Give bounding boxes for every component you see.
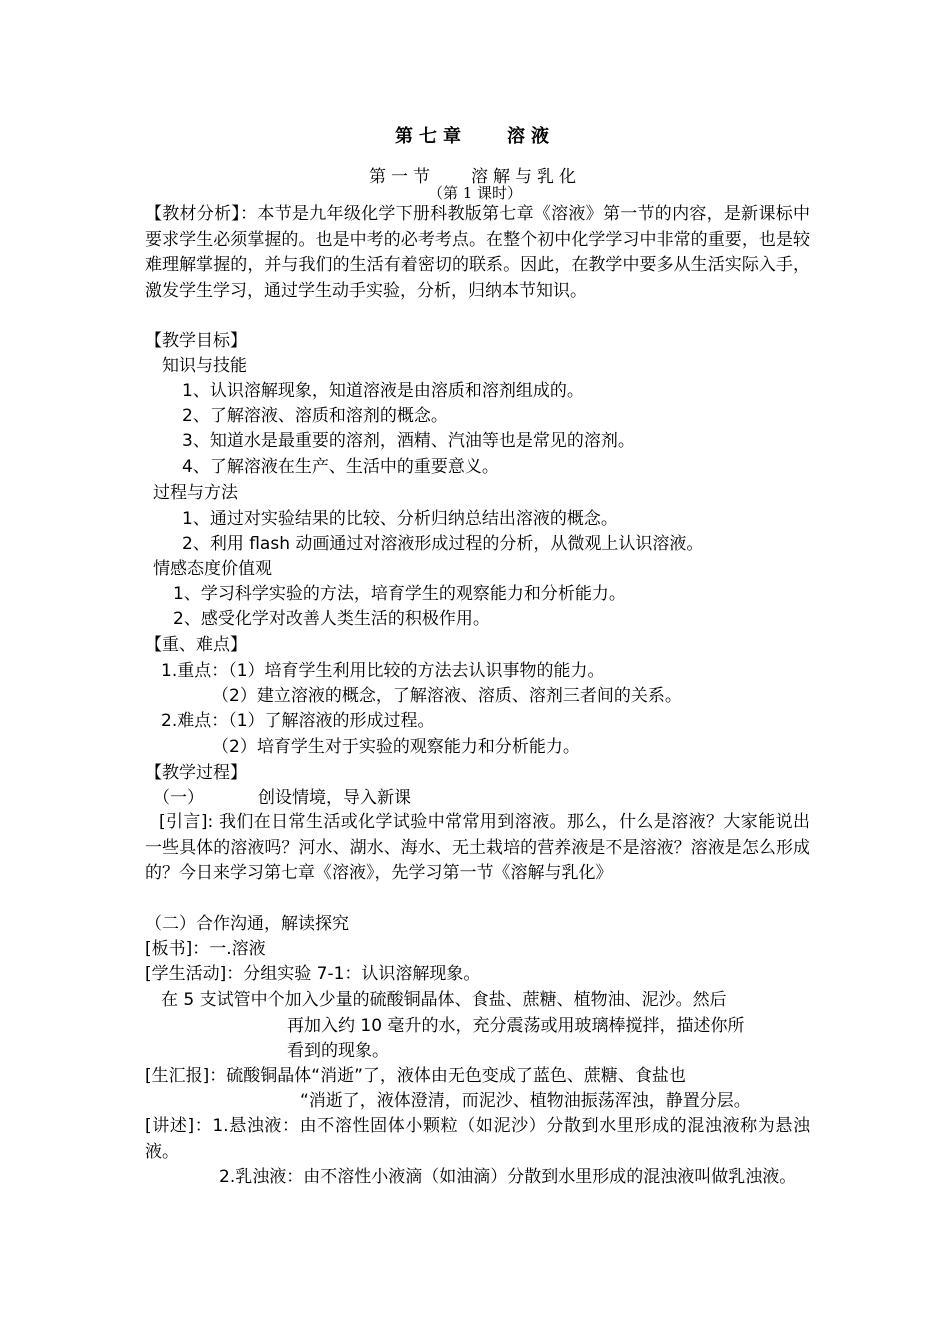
step2-title: （二）合作沟通，解读探究 (145, 914, 349, 934)
material-analysis: 【教材分析】：本节是九年级化学下册科教版第七章《溶液》第一节的内容，是新课标中要求学生必须掌握的。也是中考的必考考点。在整个初中化学学习中非常的重要，也是较难理解掌握的，并与我们的生活有着密切的联系。因此，在教学中要多从生活实际入手，激发学生学习，通过学生动手实验，分析，归纳本节知识。 (145, 204, 810, 301)
chapter-number: 第七章 (395, 126, 467, 147)
emotion-item: 1、学习科学实验的方法，培育学生的观察能力和分析能力。 (173, 584, 626, 604)
process-method-item: 1、通过对实验结果的比较、分析归纳总结出溶液的概念。 (182, 509, 618, 529)
lecture-emulsion: 2.乳浊液：由不溶性小液滴（如油滴）分散到水里形成的混浊液叫做乳浊液。 (219, 1167, 797, 1187)
chapter-title (0, 122, 950, 148)
student-report: [生汇报]：硫酸铜晶体“消逝”了，液体由无色变成了蓝色、蔗糖、食盐也 (145, 1066, 686, 1086)
focus-point: （2）建立溶液的概念，了解溶液、溶质、溶剂三者间的关系。 (212, 686, 682, 706)
intro-paragraph: [引言]: 我们在日常生活或化学试验中常常用到溶液。那么，什么是溶液？大家能说出一些具体的溶液吗？河水、湖水、海水、无土栽培的营养液是不是溶液？溶液是怎么形成的？今日来学习第七章《溶液》，先学习第一节《溶解与乳化》 (145, 812, 810, 883)
knowledge-heading: 知识与技能 (162, 356, 247, 376)
knowledge-item: 2、了解溶液、溶质和溶剂的概念。 (182, 406, 448, 426)
teaching-process-heading: 【教学过程】 (145, 763, 247, 783)
chapter-topic: 溶液 (507, 126, 555, 147)
knowledge-item: 1、认识溶解现象，知道溶液是由溶质和溶剂组成的。 (182, 381, 584, 401)
experiment-text: 再加入约 10 毫升的水，充分震荡或用玻璃棒搅拌，描述你所 (287, 1016, 745, 1036)
step1-number: （一） (153, 788, 204, 808)
focus-point: 1.重点：（1）培育学生利用比较的方法去认识事物的能力。 (161, 661, 605, 681)
board-note: [板书]：一.溶液 (145, 939, 266, 959)
lecture-suspension: [讲述]：1.悬浊液：由不溶性固体小颗粒（如泥沙）分散到水里形成的混浊液称为悬浊液。 (145, 1116, 810, 1162)
emotion-item: 2、感受化学对改善人类生活的积极作用。 (173, 609, 490, 629)
student-report: “消逝了，液体澄清，而泥沙、植物油振荡浑浊，静置分层。 (300, 1091, 751, 1111)
key-points-heading: 【重、难点】 (145, 635, 247, 655)
experiment-text: 看到的现象。 (287, 1041, 389, 1061)
process-method-heading: 过程与方法 (153, 483, 238, 503)
process-method-item: 2、利用 flash 动画通过对溶液形成过程的分析，从微观上认识溶液。 (182, 534, 704, 554)
step1-title: 创设情境，导入新课 (258, 788, 411, 808)
student-activity: [学生活动]：分组实验 7-1：认识溶解现象。 (145, 964, 481, 984)
knowledge-item: 3、知道水是最重要的溶剂，酒精、汽油等也是常见的溶剂。 (182, 431, 635, 451)
section-number: 第一节 (369, 167, 435, 187)
difficulty-point: 2.难点：（1）了解溶液的形成过程。 (161, 711, 435, 731)
section-topic: 溶解与乳化 (471, 167, 581, 187)
session-label: （第 1 课时） (427, 184, 523, 202)
difficulty-point: （2）培育学生对于实验的观察能力和分析能力。 (212, 737, 580, 757)
goals-heading: 【教学目标】 (145, 331, 247, 351)
knowledge-item: 4、了解溶液在生产、生活中的重要意义。 (182, 457, 499, 477)
emotion-heading: 情感态度价值观 (153, 559, 272, 579)
experiment-text: 在 5 支试管中个加入少量的硫酸铜晶体、食盐、蔗糖、植物油、泥沙。然后 (161, 990, 727, 1010)
